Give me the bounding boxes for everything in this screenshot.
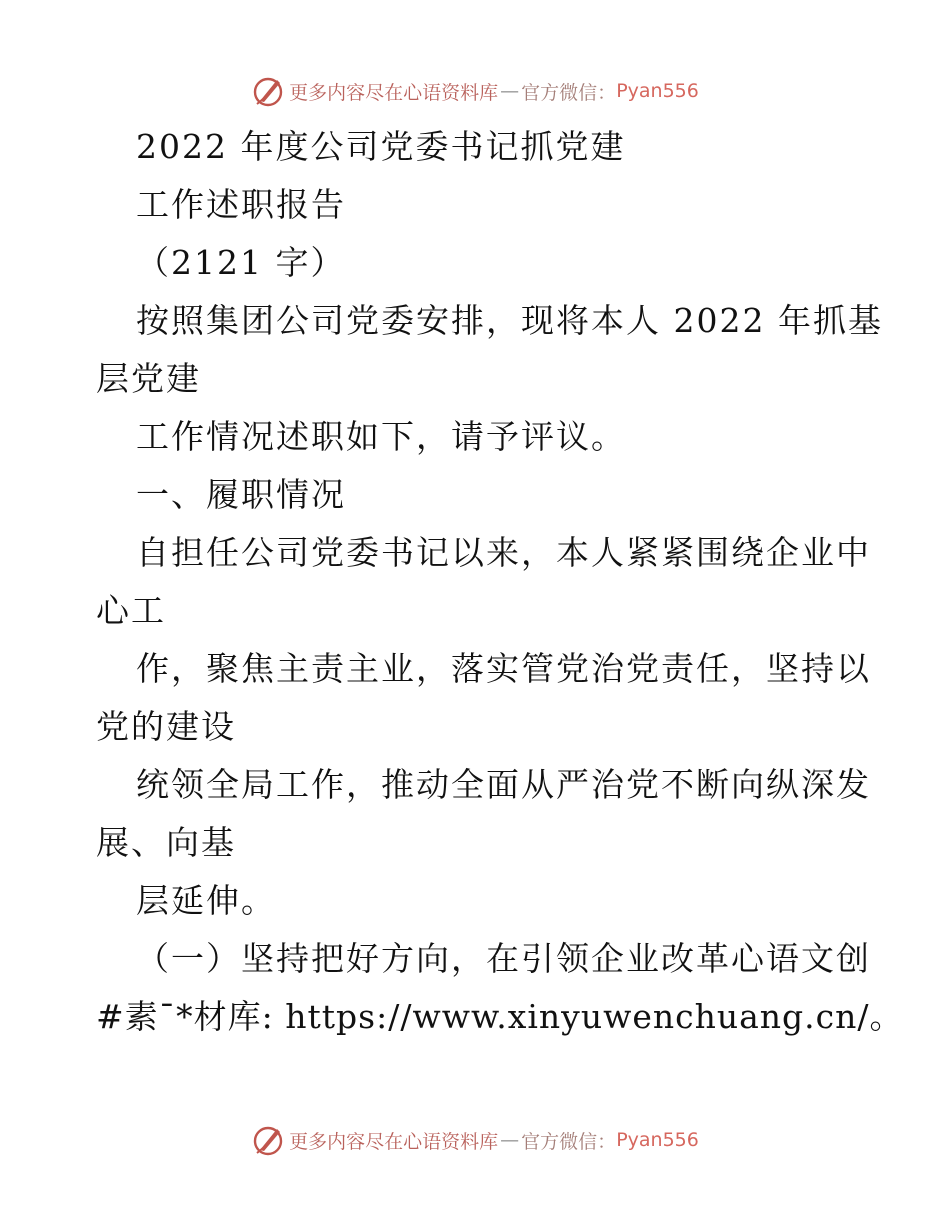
doc-paragraph-line: 层延伸。 (136, 881, 276, 920)
document-body (96, 118, 904, 1046)
watermark-banner-top (0, 71, 950, 111)
doc-paragraph-line: 作，聚焦主责主业，落实管党治党责任，坚持以 (136, 649, 871, 688)
watermark-separator: — (500, 1129, 520, 1151)
doc-paragraph-line: 统领全局工作，推动全面从严治党不断向纵深发 (136, 765, 871, 804)
doc-paragraph-line: 展、向基 (96, 823, 236, 862)
doc-title-line-1: 2022 年度公司党委书记抓党建 (136, 127, 626, 166)
quill-logo-icon (251, 74, 285, 108)
doc-paragraph-line: 党的建设 (96, 707, 236, 746)
doc-subsection-heading: （一）坚持把好方向，在引领企业改革心语文创 (136, 939, 871, 978)
quill-logo-icon (251, 1123, 285, 1157)
doc-paragraph-line: 自担任公司党委书记以来，本人紧紧围绕企业中 (136, 533, 871, 572)
watermark-text: 更多内容尽在心语资料库 (289, 81, 499, 104)
doc-paragraph-line: 心工 (96, 591, 166, 630)
doc-title-line-2: 工作述职报告 (136, 185, 346, 224)
watermark-text: 更多内容尽在心语资料库 (289, 1130, 499, 1153)
doc-word-count: （2121 字） (136, 243, 346, 282)
doc-paragraph-line: 层党建 (96, 359, 201, 398)
doc-paragraph-line: 按照集团公司党委安排，现将本人 2022 年抓基 (136, 301, 883, 340)
watermark-id: Pyan556 (616, 80, 699, 102)
watermark-label: 官方微信： (521, 81, 617, 104)
doc-section-heading: 一、履职情况 (136, 475, 346, 514)
watermark-separator: — (500, 80, 520, 102)
doc-paragraph-line: 工作情况述职如下，请予评议。 (136, 417, 626, 456)
doc-source-url-line: #素¯*材库: https://www.xinyuwenchuang.cn/。 (96, 997, 904, 1036)
watermark-id: Pyan556 (616, 1129, 699, 1151)
watermark-banner-bottom (0, 1120, 950, 1160)
watermark-label: 官方微信： (521, 1130, 617, 1153)
